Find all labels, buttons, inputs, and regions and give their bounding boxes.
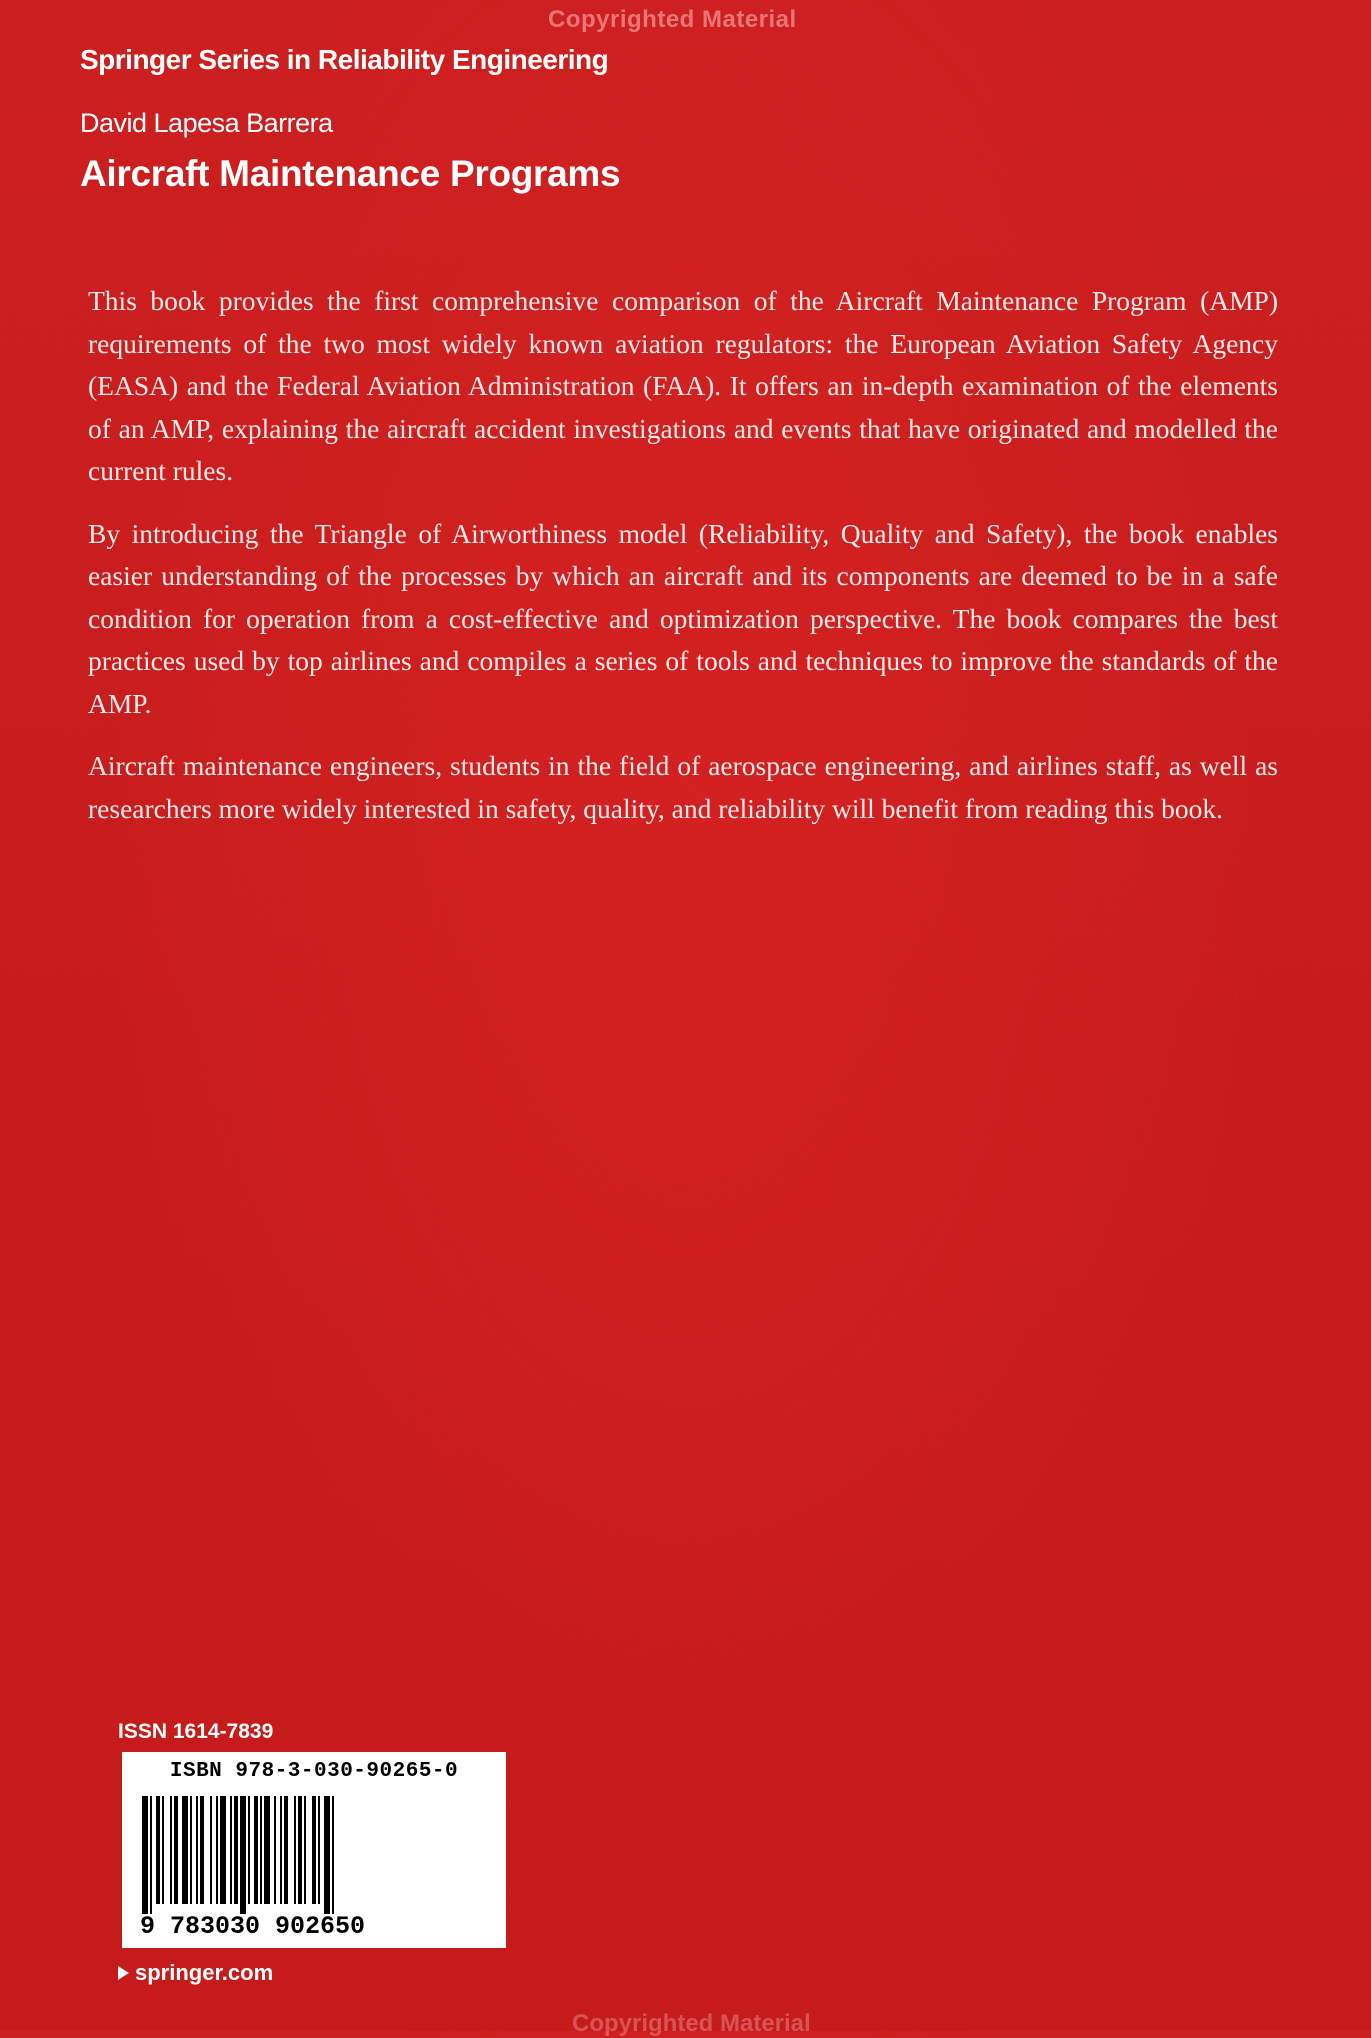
barcode-bar: [318, 1796, 320, 1904]
barcode-bar: [182, 1796, 188, 1904]
barcode-bar: [240, 1796, 246, 1914]
barcode-bar: [220, 1796, 226, 1904]
barcode-bar: [170, 1796, 172, 1904]
barcode-bar: [156, 1796, 160, 1904]
barcode-bar: [304, 1796, 306, 1904]
author-name: David Lapesa Barrera: [80, 108, 333, 138]
blurb-paragraph-3: Aircraft maintenance engineers, students in the field of aerospace engineering, and airlines staff, as well as researchers more widely interested in safety, quality, and reliability will benefit from reading this book.: [88, 750, 1278, 824]
barcode-bar: [174, 1796, 178, 1904]
barcode-icon: [136, 1796, 492, 1914]
blurb-paragraph-1: This book provides the first comprehensive comparison of the Aircraft Maintenance Program (AMP) requirements of the two most widely known aviation regulators: the European Aviation Safety Agency (EASA) and the Federal Aviation Administration (FAA). It offers an in-depth examination of the elements of an AMP, explaining the aircraft accident investigations and events that have originated and modelled the current rules.: [88, 285, 1278, 486]
barcode-bar: [216, 1796, 218, 1904]
cover-watermark-top: Copyrighted Material: [548, 6, 797, 33]
series-name: Springer Series in Reliability Engineering: [80, 44, 609, 75]
barcode-bar: [294, 1796, 296, 1904]
barcode-bar: [200, 1796, 204, 1904]
barcode-bar: [332, 1796, 334, 1914]
barcode-bar: [312, 1796, 316, 1904]
isbn-label: ISBN 978-3-030-90265-0: [169, 1760, 459, 1783]
barcode-bar: [298, 1796, 302, 1904]
blurb-paragraph-2: By introducing the Triangle of Airworthiness model (Reliability, Quality and Safety), the book enables easier understanding of the processes by which an aircraft and its components are deemed to be in a safe condition for operation from a cost-effective and optimization perspective. The book compares the best practices used by top airlines and compiles a series of tools and techniques to improve the standards of the AMP.: [88, 517, 1278, 719]
barcode-bar: [248, 1796, 250, 1904]
barcode-digits: 9 783030 902650: [140, 1912, 366, 1941]
barcode-bar: [254, 1796, 258, 1904]
blurb: [88, 280, 1278, 850]
barcode-bar: [274, 1796, 276, 1904]
barcode-bar: [150, 1796, 152, 1914]
barcode-bar: [230, 1796, 232, 1904]
barcode-bar: [196, 1796, 198, 1904]
barcode-bar: [234, 1796, 238, 1904]
barcode-bar: [190, 1796, 192, 1904]
barcode-bar: [284, 1796, 288, 1904]
barcode-bar: [142, 1796, 148, 1914]
barcode-bar: [324, 1796, 330, 1914]
arrow-right-icon: [118, 1966, 129, 1980]
book-title: Aircraft Maintenance Programs: [80, 153, 621, 194]
publisher-website-label: springer.com: [135, 1960, 274, 1985]
barcode-box: [122, 1752, 506, 1948]
cover-watermark-bottom: Copyrighted Material: [572, 2010, 811, 2037]
barcode-bar: [260, 1796, 262, 1904]
barcode-bar: [280, 1796, 282, 1904]
issn-label: ISSN 1614-7839: [118, 1720, 274, 1743]
publisher-website[interactable]: [118, 1960, 273, 1986]
barcode-bar: [162, 1796, 164, 1904]
barcode-bar: [210, 1796, 212, 1904]
barcode-bar: [264, 1796, 270, 1904]
